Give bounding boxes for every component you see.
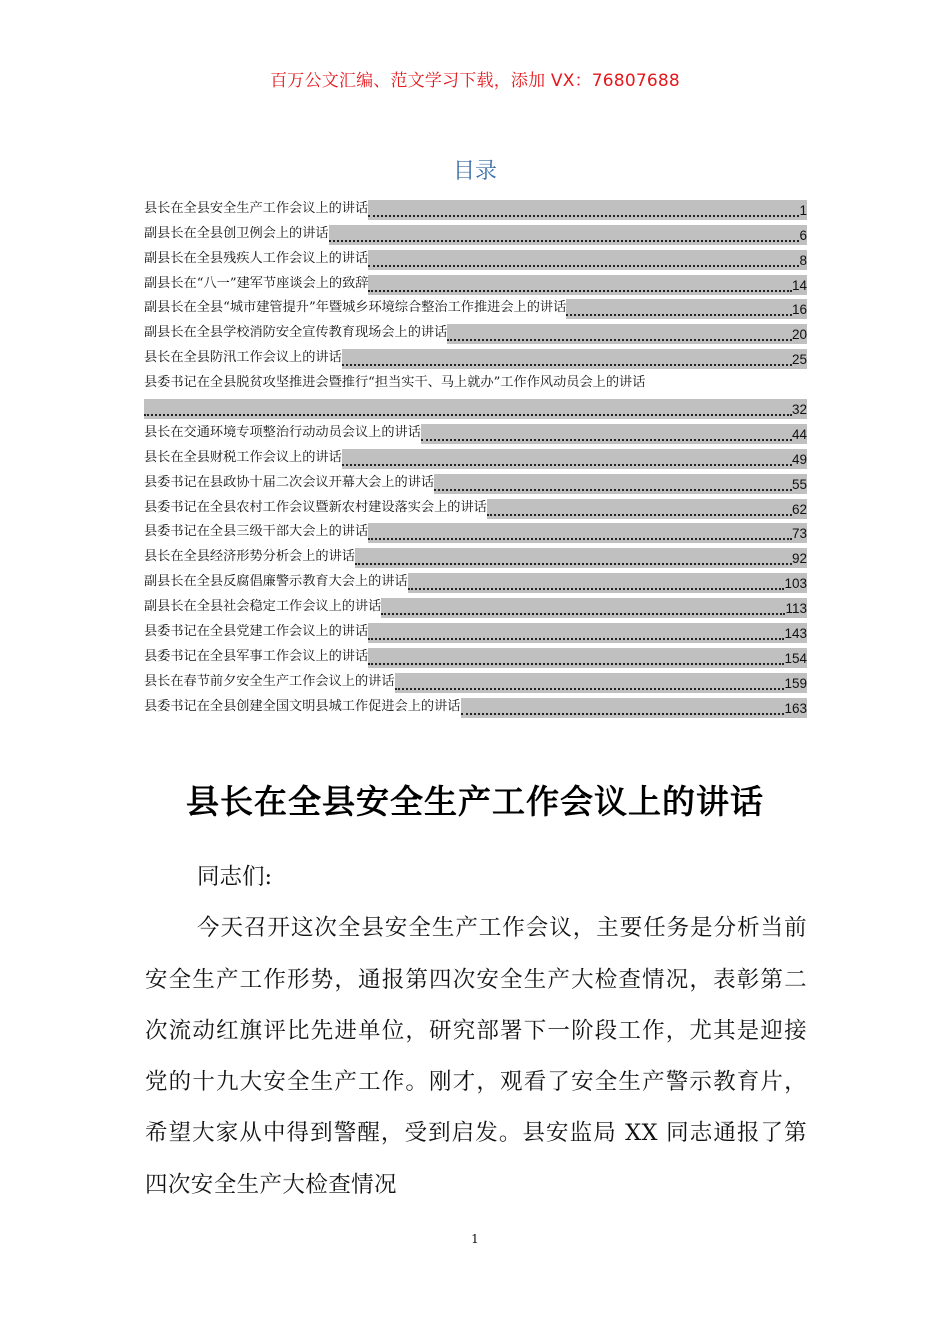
toc-entry-page: 62 bbox=[792, 499, 807, 519]
toc-leader bbox=[368, 275, 791, 295]
toc-entry-page: 92 bbox=[792, 548, 807, 568]
toc-entry-title: 县长在全县安全生产工作会议上的讲话 bbox=[144, 200, 369, 216]
toc-entry[interactable] bbox=[144, 470, 807, 495]
toc-entry-page: 25 bbox=[792, 349, 807, 369]
toc-entry-title: 副县长在全县“城市建管提升”年暨城乡环境综合整治工作推进会上的讲话 bbox=[144, 300, 567, 316]
article-body bbox=[145, 852, 807, 1211]
toc-entry-continuation[interactable] bbox=[144, 395, 807, 420]
toc-leader bbox=[395, 673, 785, 693]
toc-leader bbox=[329, 225, 800, 245]
toc-entry-title: 县长在全县财税工作会议上的讲话 bbox=[144, 449, 342, 465]
toc-entry[interactable] bbox=[144, 644, 807, 669]
toc-entry-title: 县委书记在县政协十届二次会议开幕大会上的讲话 bbox=[144, 474, 435, 490]
toc-leader bbox=[368, 648, 784, 668]
toc-leader bbox=[144, 399, 792, 419]
toc-entry-title: 县委书记在全县农村工作会议暨新农村建设落实会上的讲话 bbox=[144, 499, 487, 515]
toc-leader bbox=[368, 523, 792, 543]
toc-entry[interactable] bbox=[144, 221, 807, 246]
toc-entry[interactable] bbox=[144, 569, 807, 594]
toc-entry[interactable] bbox=[144, 420, 807, 445]
toc-entry[interactable] bbox=[144, 619, 807, 644]
page-number: 1 bbox=[471, 1232, 479, 1246]
toc-entry-title: 副县长在全县学校消防安全宣传教育现场会上的讲话 bbox=[144, 325, 448, 341]
toc-entry-page: 14 bbox=[792, 275, 807, 295]
toc-entry-page: 113 bbox=[785, 598, 807, 618]
toc-entry-title: 县委书记在全县脱贫攻坚推进会暨推行“担当实干、马上就办”工作作风动员会上的讲话 bbox=[144, 375, 646, 391]
toc-entry-page: 16 bbox=[792, 299, 807, 319]
toc-entry[interactable] bbox=[144, 196, 807, 221]
toc-entry-page: 73 bbox=[792, 523, 807, 543]
toc-leader bbox=[368, 200, 799, 220]
toc-entry-page: 1 bbox=[799, 200, 807, 220]
table-of-contents bbox=[144, 196, 807, 719]
toc-title: 目录 bbox=[452, 159, 497, 184]
toc-leader bbox=[355, 548, 792, 568]
toc-entry-page: 44 bbox=[792, 424, 807, 444]
toc-entry-page: 8 bbox=[799, 250, 807, 270]
toc-leader bbox=[342, 349, 792, 369]
download-banner: 百万公文汇编、范文学习下载，添加 VX：76807688 bbox=[270, 71, 680, 91]
article-heading: 县长在全县安全生产工作会议上的讲话 bbox=[186, 782, 764, 821]
toc-entry-title: 副县长在全县创卫例会上的讲话 bbox=[144, 225, 329, 241]
toc-entry[interactable] bbox=[144, 320, 807, 345]
toc-entry[interactable] bbox=[144, 296, 807, 321]
toc-entry-page: 20 bbox=[792, 324, 807, 344]
toc-entry[interactable] bbox=[144, 495, 807, 520]
toc-entry[interactable] bbox=[144, 246, 807, 271]
toc-entry[interactable] bbox=[144, 694, 807, 719]
toc-entry-page: 163 bbox=[784, 698, 807, 718]
toc-entry-title: 副县长在全县社会稳定工作会议上的讲话 bbox=[144, 599, 382, 615]
toc-entry[interactable] bbox=[144, 271, 807, 296]
toc-entry-title: 副县长在全县反腐倡廉警示教育大会上的讲话 bbox=[144, 574, 408, 590]
toc-entry-title: 县长在全县防汛工作会议上的讲话 bbox=[144, 350, 342, 366]
toc-leader bbox=[421, 424, 792, 444]
toc-entry-title: 县长在春节前夕安全生产工作会议上的讲话 bbox=[144, 673, 395, 689]
paragraph: 今天召开这次全县安全生产工作会议，主要任务是分析当前安全生产工作形势，通报第四次安全生产大检查情况，表彰第二次流动红旗评比先进单位，研究部署下一阶段工作，尤其是迎接党的十九大安全生产工作。刚才，观看了安全生产警示教育片，希望大家从中得到警醒，受到启发。县安监局 XX 同志通报了第四次安全生产大检查情况 bbox=[145, 915, 807, 1198]
toc-leader bbox=[342, 449, 792, 469]
toc-entry[interactable] bbox=[144, 669, 807, 694]
toc-leader bbox=[434, 474, 792, 494]
toc-leader bbox=[566, 299, 792, 319]
toc-entry-page: 103 bbox=[784, 573, 807, 593]
toc-leader bbox=[368, 250, 799, 270]
toc-entry[interactable] bbox=[144, 445, 807, 470]
toc-leader bbox=[487, 499, 792, 519]
toc-entry-title: 县长在交通环境专项整治行动动员会议上的讲话 bbox=[144, 424, 421, 440]
toc-entry-title: 县委书记在全县军事工作会议上的讲话 bbox=[144, 648, 369, 664]
toc-entry-page: 32 bbox=[792, 399, 807, 419]
toc-entry-page: 143 bbox=[784, 623, 807, 643]
toc-entry-page: 154 bbox=[784, 648, 807, 668]
toc-entry[interactable] bbox=[144, 370, 807, 395]
toc-entry-page: 159 bbox=[784, 673, 807, 693]
toc-entry-title: 县委书记在全县党建工作会议上的讲话 bbox=[144, 624, 369, 640]
toc-entry-title: 副县长在全县残疾人工作会议上的讲话 bbox=[144, 250, 369, 266]
toc-entry-title: 县委书记在全县创建全国文明县城工作促进会上的讲话 bbox=[144, 698, 461, 714]
toc-entry[interactable] bbox=[144, 520, 807, 545]
toc-leader bbox=[381, 598, 785, 618]
toc-leader bbox=[461, 698, 785, 718]
toc-entry-title: 副县长在“八一”建军节座谈会上的致辞 bbox=[144, 275, 369, 291]
greeting: 同志们: bbox=[197, 864, 273, 890]
toc-leader bbox=[368, 623, 784, 643]
toc-leader bbox=[408, 573, 785, 593]
toc-entry-page: 55 bbox=[792, 474, 807, 494]
toc-leader bbox=[447, 324, 792, 344]
toc-entry-title: 县长在全县经济形势分析会上的讲话 bbox=[144, 549, 355, 565]
toc-entry-page: 6 bbox=[799, 225, 807, 245]
toc-entry[interactable] bbox=[144, 345, 807, 370]
toc-entry[interactable] bbox=[144, 544, 807, 569]
toc-entry-title: 县委书记在全县三级干部大会上的讲话 bbox=[144, 524, 369, 540]
toc-entry[interactable] bbox=[144, 594, 807, 619]
toc-entry-page: 49 bbox=[792, 449, 807, 469]
